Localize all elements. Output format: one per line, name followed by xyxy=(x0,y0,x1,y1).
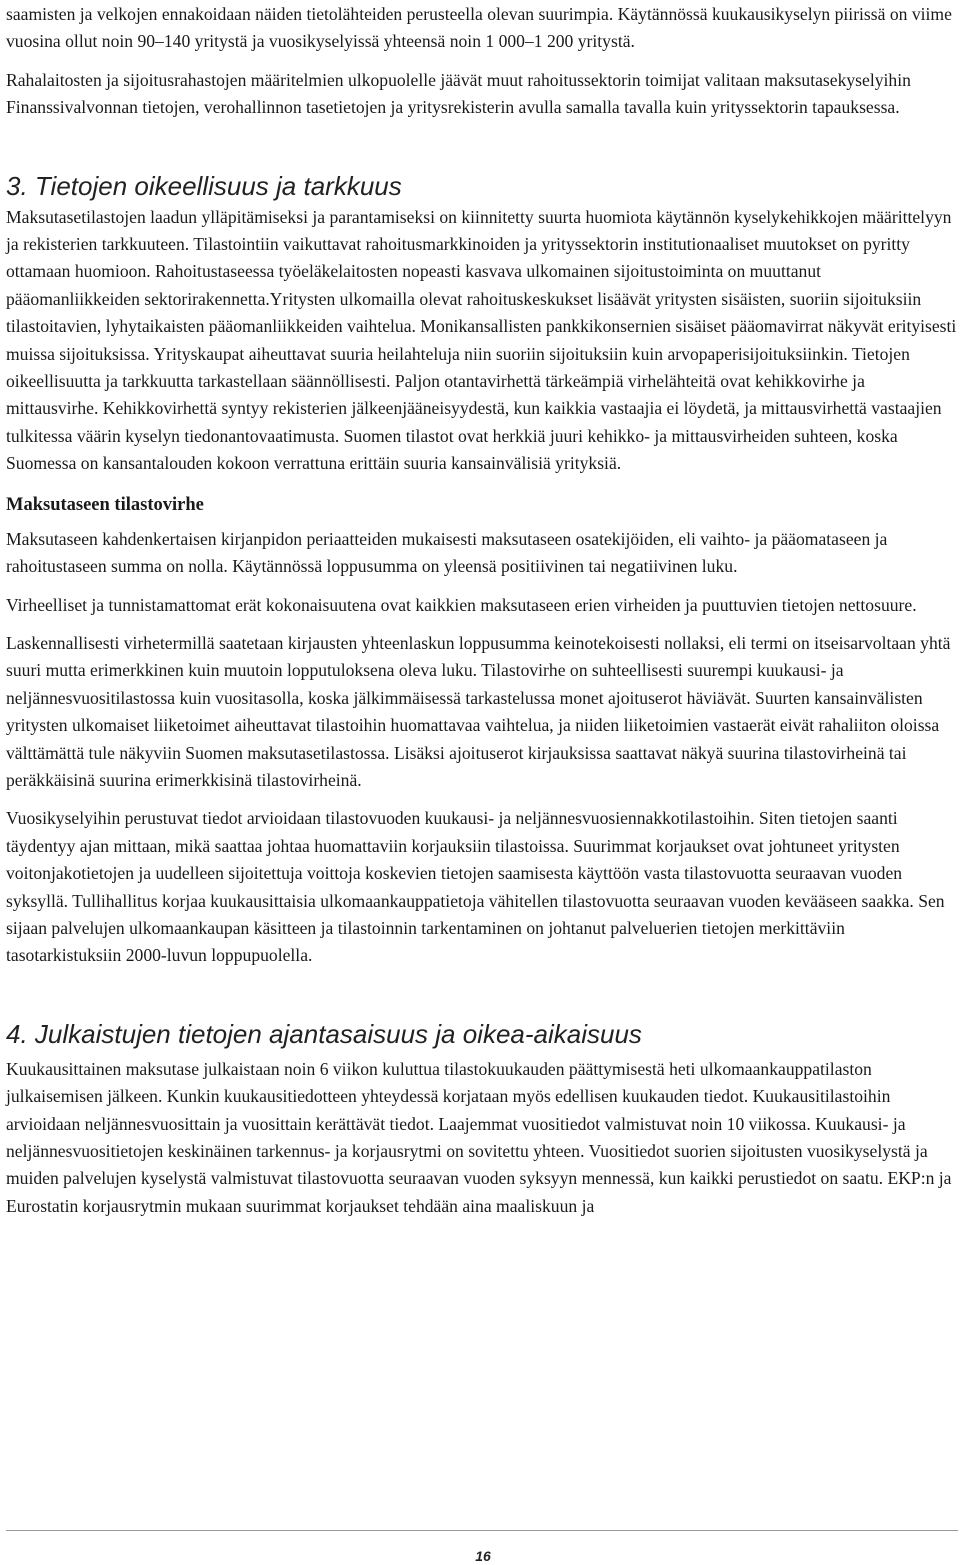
intro-paragraph-2: Rahalaitosten ja sijoitusrahastojen määritelmien ulkopuolelle jäävät muut rahoitussektorin toimijat valitaan maksutasekyselyihin Finanssivalvonnan tietojen, verohallinnon tasetietojen ja yritysrekisterin avulla samalla tavalla kuin yrityssektorin tapauksessa. xyxy=(6,69,911,118)
subheading-tilastovirhe: Maksutaseen tilastovirhe xyxy=(6,494,204,515)
tilastovirhe-paragraph-4: Vuosikyselyihin perustuvat tiedot arvioidaan tilastovuoden kuukausi- ja neljännesvuosiennakkotilastoihin. Siten tietojen saanti täydentyy ajan mittaan, mikä saattaa johtaa huomattaviin korjauksiin tilastoissa. Suurimmat korjaukset ovat johtuneet yritysten voitonjakotietojen ja uudelleen sijoitettuja voittoja koskevien tietojen saamisesta käyttöön vasta tilastovuotta seuraavan vuoden syksyllä. Tullihallitus korjaa kuukausittaisia ulkomaankauppatietoja vähitellen tilastovuotta seuraavan vuoden kevääseen saakka. Sen sijaan palvelujen ulkomaankaupan käsitteen ja tilastoinnin tarkentaminen on johtanut palveluerien tietojen merkittäviin tasotarkistuksiin 2000-luvun loppupuolella. xyxy=(6,808,945,966)
tilastovirhe-paragraph-3: Laskennallisesti virhetermillä saatetaan kirjausten yhteenlaskun loppusumma keinotekoisesti nollaksi, eli termi on itseisarvoltaan yhtä suuri mutta erimerkkinen kuin muutoin lopputuloksena oleva luku. Tilastovirhe on suhteellisesti suurempi kuukausi- ja neljännesvuositilastossa kuin vuositasolla, koska jälkimmäisessä tarkastelussa monet ajoituserot häviävät. Suurten kansainvälisten yritysten ulkomaiset liiketoimet aiheuttavat tilastoihin huomattavaa vaihtelua, ja niiden liiketoimien vastaerät eivät rahaliiton oloissa välttämättä tule näkyviin Suomen maksutasetilastossa. Lisäksi ajoituserot kirjauksissa saattavat näkyä suurina tilastovirheinä tai peräkkäisinä suurina erimerkkisinä tilastovirheinä. xyxy=(6,632,951,790)
document-page xyxy=(6,0,958,1220)
section-4-heading: 4. Julkaistujen tietojen ajantasaisuus ja oikea-aikaisuus xyxy=(6,1018,642,1049)
section-3-heading-wrap xyxy=(6,170,958,202)
section-3-heading: 3. Tietojen oikeellisuus ja tarkkuus xyxy=(6,170,402,201)
footer-divider xyxy=(6,1530,958,1531)
section-3-paragraph: Maksutasetilastojen laadun ylläpitämiseksi ja parantamiseksi on kiinnitetty suurta huomiota käytännön kyselykehikkojen määrittelyyn ja rekisterien tarkkuuteen. Tilastointiin vaikuttavat rahoitusmarkkinoiden ja yrityssektorin institutionaaliset muutokset on pyritty ottamaan huomioon. Rahoitustaseessa työeläkelaitosten nopeasti kasvava ulkomainen sijoitustoiminta on muuttanut pääomanliikkeiden sektorirakennetta.Yritysten ulkomailla olevat rahoituskeskukset lisäävät yritysten sisäisten, suoriin sijoituksiin tilastoitavien, lyhytaikaisten pääomanliikkeiden vaihtelua. Monikansallisten pankkikonsernien sisäiset pääomavirrat näkyvät erityisesti muissa sijoituksissa. Yrityskaupat aiheuttavat suuria heilahteluja niin suoriin sijoituksiin kuin arvopaperisijoituksiinkin. Tietojen oikeellisuutta ja tarkkuutta tarkastellaan säännöllisesti. Paljon otantavirhettä tärkeämpiä virhelähteitä ovat kehikkovirhe ja mittausvirhe. Kehikkovirhettä syntyy rekisterien jälkeenjääneisyydestä, kun kaikkia vastaajia ei löydetä, ja mittausvirhettä vastaajien tulkitessa väärin kyselyn tiedonantovaatimusta. Suomen tilastot ovat herkkiä juuri kehikko- ja mittausvirheiden suhteen, koska Suomessa on kansantalouden kokoon verrattuna erittäin suuria kansainvälisiä yrityksiä. xyxy=(6,206,957,474)
page-number: 16 xyxy=(475,1548,491,1564)
intro-paragraph-1: saamisten ja velkojen ennakoidaan näiden tietolähteiden perusteella olevan suurimpia. Käytännössä kuukausikyselyn piirissä on viime vuosina ollut noin 90–140 yritystä ja vuosikyselyissä yhteensä noin 1 000–1 200 yritystä. xyxy=(6,4,952,52)
tilastovirhe-paragraph-1: Maksutaseen kahdenkertaisen kirjanpidon periaatteiden mukaisesti maksutaseen osatekijöiden, eli vaihto- ja pääomataseen ja rahoitustaseen summa on nolla. Käytännössä loppusumma on yleensä positiivinen tai negatiivinen luku. xyxy=(6,528,888,577)
section-4-paragraph: Kuukausittainen maksutase julkaistaan noin 6 viikon kuluttua tilastokuukauden päättymisestä heti ulkomaankauppatilaston julkaisemisen jälkeen. Kunkin kuukausitiedotteen yhteydessä korjataan myös edellisen kuukauden tiedot. Kuukausitilastoihin arvioidaan neljännesvuosittain ja vuosittain kerättävät tiedot. Laajemmat vuositiedot valmistuvat noin 10 viikossa. Kuukausi- ja neljännesvuositietojen keskinäinen tarkennus- ja korjausrytmi on sovitettu yhteen. Vuositiedot suorien sijoitusten vuosikyselystä ja muiden palvelujen kyselystä valmistuvat tilastovuotta seuraavan vuoden syksyyn mennessä, kun kaikki perustiedot on saatu. EKP:n ja Eurostatin korjausrytmin mukaan suurimmat korjaukset tehdään aina maaliskuun ja xyxy=(6,1058,952,1216)
section-4-heading-wrap xyxy=(6,1018,958,1050)
tilastovirhe-paragraph-2: Virheelliset ja tunnistamattomat erät kokonaisuutena ovat kaikkien maksutaseen erien virheiden ja puuttuvien tietojen nettosuure. xyxy=(6,594,917,615)
